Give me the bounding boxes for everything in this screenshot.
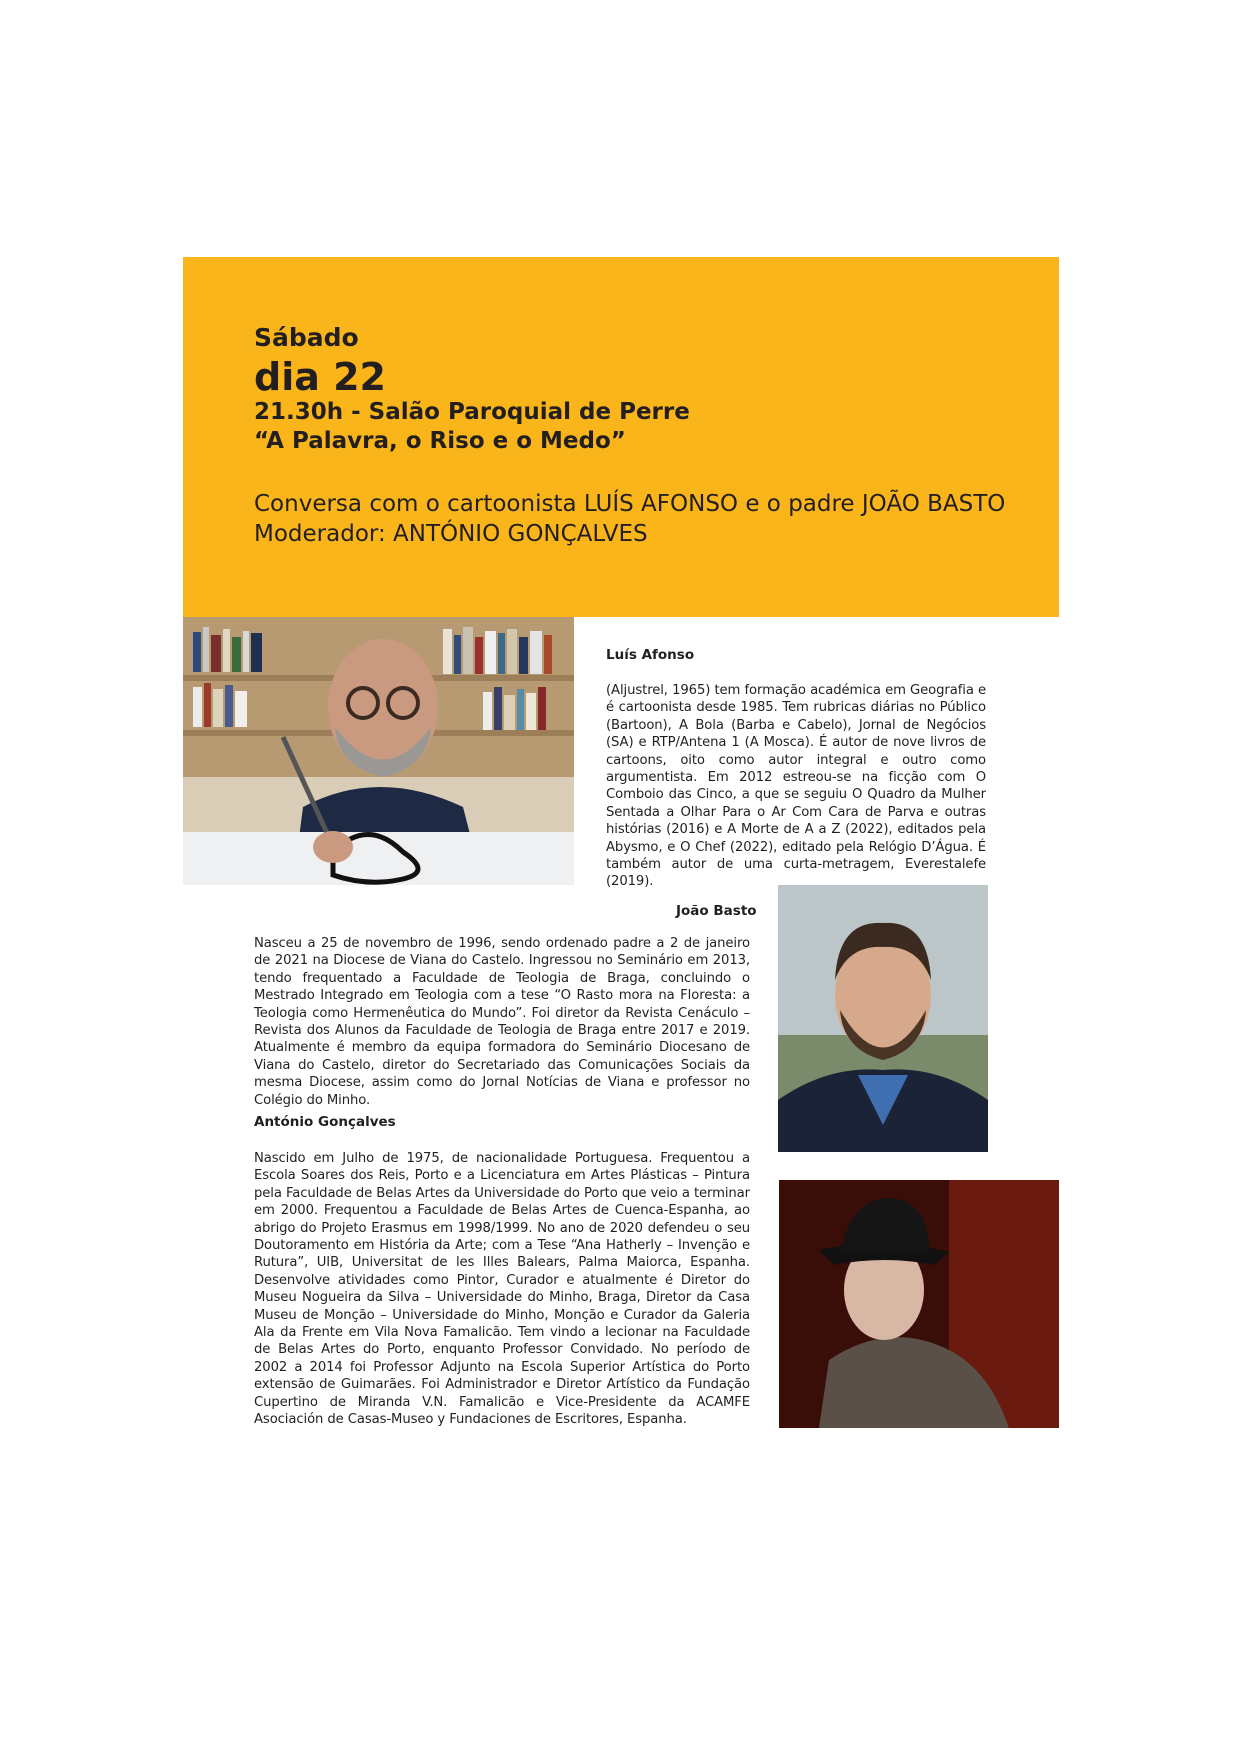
event-moderator: Moderador: ANTÓNIO GONÇALVES — [254, 521, 648, 547]
event-title: “A Palavra, o Riso e o Medo” — [254, 428, 626, 454]
event-day: Sábado — [254, 323, 359, 352]
event-time-place: 21.30h - Salão Paroquial de Perre — [254, 399, 690, 425]
name-joao-basto: João Basto — [676, 903, 757, 919]
photo-luis-afonso — [183, 617, 574, 885]
photo-antonio-goncalves — [779, 1180, 1059, 1428]
bio-luis-afonso: (Aljustrel, 1965) tem formação académica em Geografia e é cartoonista desde 1985. Tem rubricas diárias no Público (Bartoon), A Bola (Barba e Cabelo), Jornal de Negócios (SA) e RTP/Antena 1 (A Mosca). É autor de nove livros de cartoons, oito como autor integral e outro como argumentista. Em 2012 estreou-se na ficção com O Comboio das Cinco, a que se seguiu O Quadro da Mulher Sentada a Olhar Para o Ar Com Cara de Parva e outras histórias (2016) e A Morte de A a Z (2022), editados pela Abysmo, e O Chef (2022), editado pela Relógio D’Água. É também autor de uma curta-metragem, Everestalefe (2019). — [606, 683, 986, 890]
bio-antonio-goncalves: Nascido em Julho de 1975, de nacionalidade Portuguesa. Frequentou a Escola Soares dos Reis, Porto e a Licenciatura em Artes Plásticas – Pintura pela Faculdade de Belas Artes da Universidade do Porto que veio a terminar em 2000. Frequentou a Faculdade de Belas Artes de Cuenca-Espanha, ao abrigo do Projeto Erasmus em 1998/1999. No ano de 2020 defendeu o seu Doutoramento em História da Arte; com a Tese “Ana Hatherly – Invenção e Rutura”, UIB, Universitat de les Illes Balears, Palma Maiorca, Espanha. Desenvolve atividades como Pintor, Curador e atualmente é Diretor do Museu Nogueira da Silva – Universidade do Minho, Braga, Diretor da Casa Museu de Monção – Universidade do Minho, Monção e Curador da Galeria Ala da Frente em Vila Nova Famalicão. Tem vindo a lecionar na Faculdade de Belas Artes do Porto, enquanto Professor Convidado. No período de 2002 a 2014 foi Professor Adjunto na Escola Superior Artística do Porto extensão de Guimarães. Foi Administrador e Diretor Artístico da Fundação Cupertino de Miranda V.N. Famalicão e Vice-Presidente da ACAMFE Asociación de Casas-Museo y Fundaciones de Escritores, Espanha. — [254, 1151, 750, 1428]
event-date: dia 22 — [254, 355, 386, 399]
photo-joao-basto — [778, 885, 988, 1152]
name-antonio-goncalves: António Gonçalves — [254, 1114, 396, 1130]
event-conversation: Conversa com o cartoonista LUÍS AFONSO e o padre JOÃO BASTO — [254, 491, 1006, 517]
bio-joao-basto: Nasceu a 25 de novembro de 1996, sendo ordenado padre a 2 de janeiro de 2021 na Diocese de Viana do Castelo. Ingressou no Seminário em 2013, tendo frequentado a Faculdade de Teologia de Braga, concluindo o Mestrado Integrado em Teologia com a tese “O Rasto mora na Floresta: a Teologia como Hermenêutica do Mundo”. Foi diretor da Revista Cenáculo – Revista dos Alunos da Faculdade de Teologia de Braga entre 2017 e 2019. Atualmente é membro da equipa formadora do Seminário Diocesano de Viana do Castelo, diretor do Secretariado das Comunicações Sociais da mesma Diocese, assim como do Jornal Notícias de Viana e professor no Colégio do Minho. — [254, 936, 750, 1108]
name-luis-afonso: Luís Afonso — [606, 647, 695, 663]
event-banner — [183, 257, 1059, 617]
